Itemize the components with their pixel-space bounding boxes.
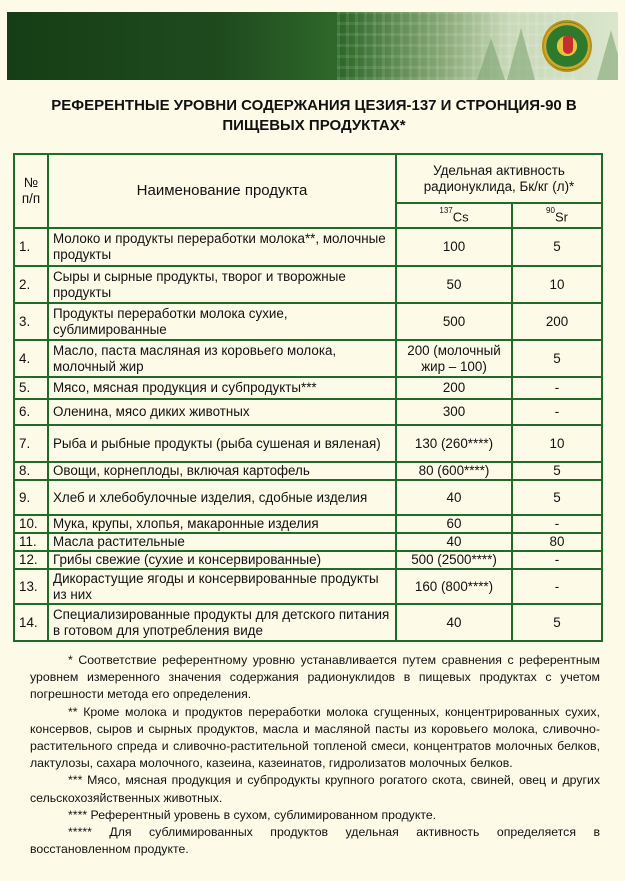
row-product: Оленина, мясо диких животных: [48, 399, 396, 425]
row-num: 7.: [14, 425, 48, 462]
header-banner: [7, 12, 618, 80]
row-product: Сыры и сырные продукты, творог и творожные продукты: [48, 266, 396, 303]
row-product: Овощи, корнеплоды, включая картофель: [48, 462, 396, 480]
table-row: [14, 303, 602, 340]
row-cs-value: 40: [396, 604, 512, 641]
row-sr-value: -: [512, 551, 602, 569]
row-cs-value: 40: [396, 480, 512, 515]
table-row: [14, 228, 602, 266]
row-product: Мясо, мясная продукция и субпродукты***: [48, 377, 396, 399]
row-sr-value: -: [512, 515, 602, 533]
coat-of-arms-emblem: [542, 20, 592, 72]
row-num: 9.: [14, 480, 48, 515]
row-sr-value: -: [512, 569, 602, 604]
row-sr-value: 5: [512, 480, 602, 515]
header-cs137: [396, 203, 512, 228]
cs-mass-number: 137: [439, 206, 453, 216]
sr-symbol: Sr: [554, 209, 568, 225]
header-num: № п/п: [14, 154, 48, 228]
row-cs-value: 160 (800****): [396, 569, 512, 604]
row-product: Мука, крупы, хлопья, макаронные изделия: [48, 515, 396, 533]
row-num: 10.: [14, 515, 48, 533]
row-product: Молоко и продукты переработки молока**, молочные продукты: [48, 228, 396, 266]
table-row: [14, 604, 602, 641]
row-num: 13.: [14, 569, 48, 604]
row-product: Хлеб и хлебобулочные изделия, сдобные изделия: [48, 480, 396, 515]
row-cs-value: 300: [396, 399, 512, 425]
header-activity: Удельная активность радионуклида, Бк/кг (л)*: [396, 154, 602, 203]
row-num: 8.: [14, 462, 48, 480]
row-sr-value: 5: [512, 228, 602, 266]
tree-icon: [507, 28, 535, 80]
table-row: [14, 266, 602, 303]
row-sr-value: 10: [512, 266, 602, 303]
row-num: 5.: [14, 377, 48, 399]
row-sr-value: -: [512, 399, 602, 425]
page-title: РЕФЕРЕНТНЫЕ УРОВНИ СОДЕРЖАНИЯ ЦЕЗИЯ-137 И СТРОНЦИЯ-90 В ПИЩЕВЫХ ПРОДУКТАХ*: [51, 97, 577, 134]
row-cs-value: 200 (молочный жир – 100): [396, 340, 512, 377]
row-cs-value: 100: [396, 228, 512, 266]
row-cs-value: 50: [396, 266, 512, 303]
row-cs-value: 60: [396, 515, 512, 533]
reference-levels-table: [13, 153, 603, 642]
sr-mass-number: 90: [546, 206, 555, 216]
row-product: Продукты переработки молока сухие, сублимированные: [48, 303, 396, 340]
table-row: [14, 399, 602, 425]
footnotes: [30, 652, 600, 858]
tree-icon: [477, 38, 505, 80]
cs-symbol: Cs: [452, 209, 469, 225]
table-row: [14, 377, 602, 399]
row-num: 11.: [14, 533, 48, 551]
row-num: 14.: [14, 604, 48, 641]
table-row: [14, 551, 602, 569]
row-num: 1.: [14, 228, 48, 266]
table-row: [14, 515, 602, 533]
row-sr-value: -: [512, 377, 602, 399]
banner-ornament-pattern: [337, 12, 577, 80]
row-num: 6.: [14, 399, 48, 425]
footnote: *** Мясо, мясная продукция и субпродукты крупного рогатого скота, свиней, овец и других сельскохозяйственных животных.: [30, 773, 600, 805]
table-row: [14, 340, 602, 377]
row-cs-value: 40: [396, 533, 512, 551]
row-sr-value: 5: [512, 340, 602, 377]
row-sr-value: 80: [512, 533, 602, 551]
row-cs-value: 80 (600****): [396, 462, 512, 480]
tree-icon: [597, 30, 618, 80]
row-cs-value: 500 (2500****): [396, 551, 512, 569]
row-sr-value: 5: [512, 604, 602, 641]
row-sr-value: 200: [512, 303, 602, 340]
row-num: 4.: [14, 340, 48, 377]
row-cs-value: 500: [396, 303, 512, 340]
row-product: Масла растительные: [48, 533, 396, 551]
table-row: [14, 533, 602, 551]
row-product: Дикорастущие ягоды и консервированные продукты из них: [48, 569, 396, 604]
row-product: Специализированные продукты для детского питания в готовом для употребления виде: [48, 604, 396, 641]
header-sr90: [512, 203, 602, 228]
footnote: ***** Для сублимированных продуктов удельная активность определяется в восстановленном продукте.: [30, 825, 600, 857]
row-num: 2.: [14, 266, 48, 303]
row-cs-value: 130 (260****): [396, 425, 512, 462]
row-product: Рыба и рыбные продукты (рыба сушеная и вяленая): [48, 425, 396, 462]
table-row: [14, 425, 602, 462]
row-product: Грибы свежие (сухие и консервированные): [48, 551, 396, 569]
row-sr-value: 10: [512, 425, 602, 462]
table-row: [14, 462, 602, 480]
row-cs-value: 200: [396, 377, 512, 399]
row-product: Масло, паста масляная из коровьего молока, молочный жир: [48, 340, 396, 377]
row-sr-value: 5: [512, 462, 602, 480]
footnote: **** Референтный уровень в сухом, сублимированном продукте.: [68, 807, 437, 822]
footnote: * Соответствие референтному уровню устанавливается путем сравнения с референтным уровнем измеренного значения содержания радионуклидов в пищевых продуктах с учетом погрешности метода его определения.: [30, 653, 600, 702]
table-row: [14, 569, 602, 604]
table-header-row: [14, 154, 602, 203]
header-product-name: Наименование продукта: [48, 154, 396, 228]
row-num: 12.: [14, 551, 48, 569]
table-row: [14, 480, 602, 515]
footnote: ** Кроме молока и продуктов переработки молока сгущенных, концентрированных сухих, консервов, сыров и сырных продуктов, масла и масляной пасты из коровьего молока, сливочно-растительного спреда и сливочно-растительной топленой смеси, концентратов молочных белков, лактулозы, сахара молочного, казеина, казеинатов, гидролизатов молочных белков.: [30, 704, 600, 771]
row-num: 3.: [14, 303, 48, 340]
